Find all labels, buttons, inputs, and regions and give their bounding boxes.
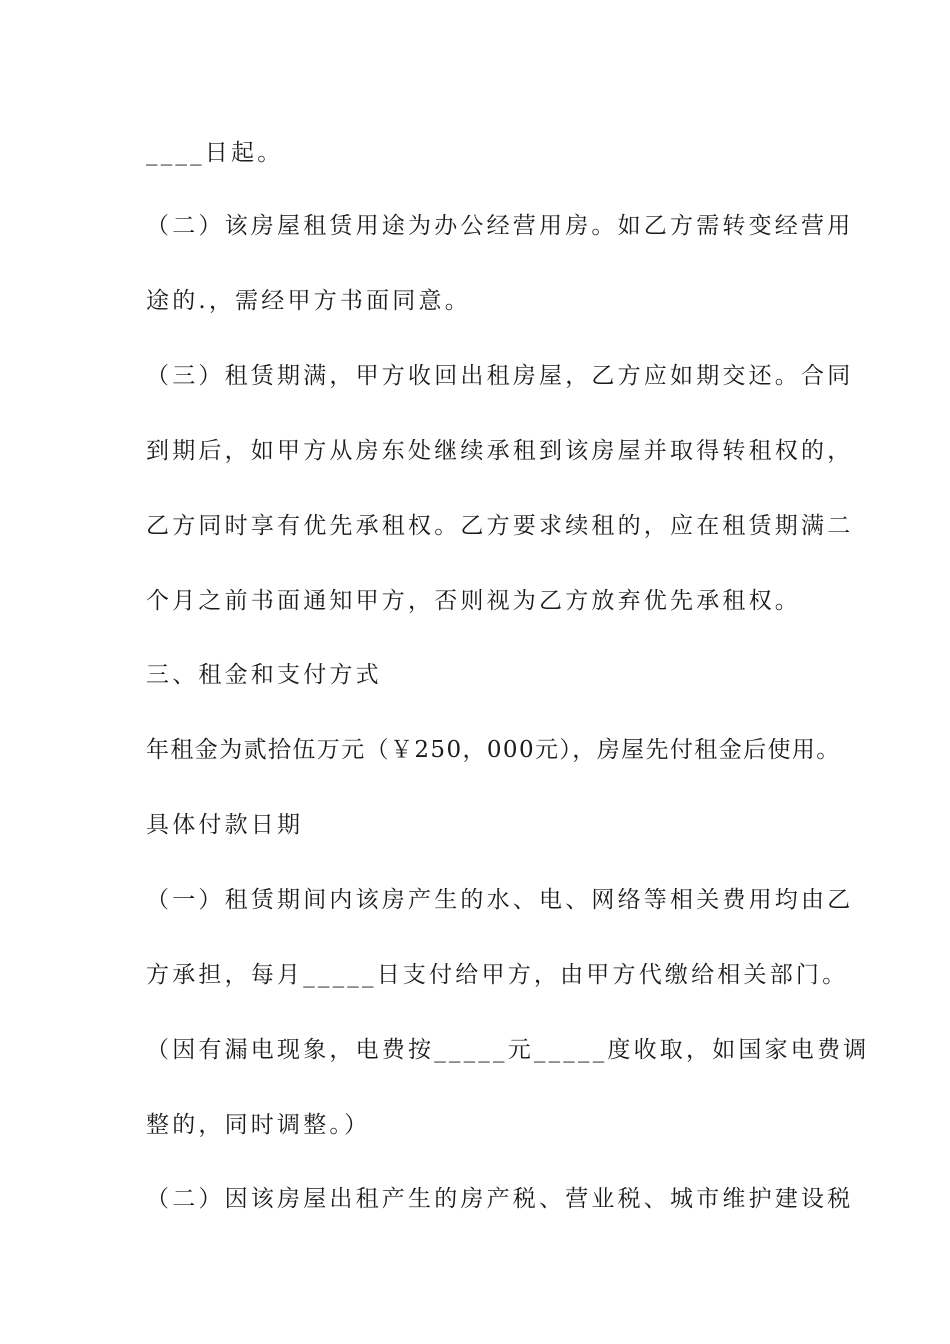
clause-3-line-1: （三）租赁期满，甲方收回出租房屋，乙方应如期交还。合同 [146,363,854,389]
payment-date-heading: 具体付款日期 [146,812,304,838]
fee-clause-1-line-4: 整的，同时调整。） [146,1112,371,1138]
clause-2-line-2: 途的.，需经甲方书面同意。 [146,288,471,314]
tax-clause-line-1: （二）因该房屋出租产生的房产税、营业税、城市维护建设税 [146,1186,854,1212]
clause-3-line-2: 到期后，如甲方从房东处继续承租到该房屋并取得转租权的， [146,438,854,464]
clause-3-line-4: 个月之前书面通知甲方，否则视为乙方放弃优先承租权。 [146,588,801,614]
fee-clause-1-line-2: 方承担，每月_____日支付给甲方，由甲方代缴给相关部门。 [146,962,849,988]
fee-clause-1-line-1: （一）租赁期间内该房产生的水、电、网络等相关费用均由乙 [146,887,854,913]
clause-3-line-3: 乙方同时享有优先承租权。乙方要求续租的，应在租赁期满二 [146,513,854,539]
rent-amount-line: 年租金为贰拾伍万元（￥250，000元），房屋先付租金后使用。 [146,737,841,763]
fee-clause-1-line-3: （因有漏电现象，电费按_____元_____度收取，如国家电费调 [146,1037,870,1063]
text-line-1: ____日起。 [146,140,284,166]
section-heading-rent: 三、租金和支付方式 [146,662,382,688]
clause-2-line-1: （二）该房屋租赁用途为办公经营用房。如乙方需转变经营用 [146,213,854,239]
